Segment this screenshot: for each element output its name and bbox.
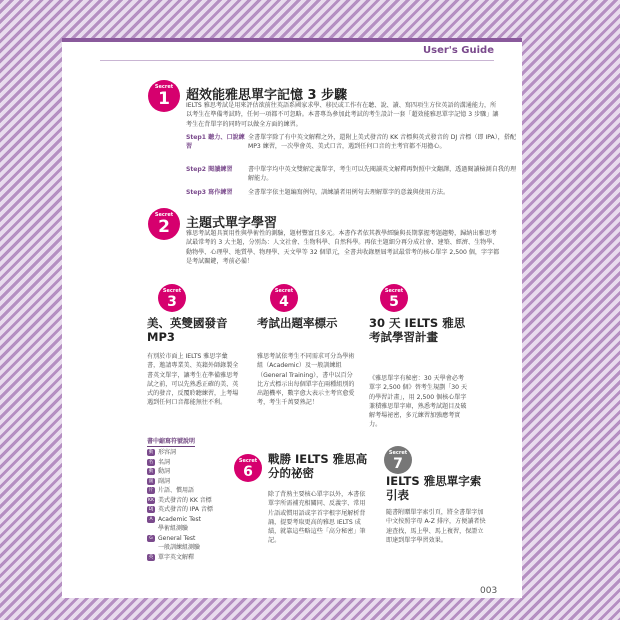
section-2-title: 主題式單字學習 [186,216,278,231]
legend-item: G General Test 一般訓練組測驗 [147,534,237,553]
legend-item: 名 名詞 [148,458,171,466]
secret-badge-7: Secret 7 [384,446,412,474]
top-accent-bar [62,38,522,42]
step-2: Step2 閱讀練習 書中單字均中英文雙解定義單字，考生可以先閱讀英文解釋再對照中文翻譯，透過閱讀檢測自我的理解能力。 [186,166,517,183]
section-7-title: IELTS 雅思單字索引表 [386,474,482,502]
legend-item: DJ 英式發音的 IPA 音標 [148,506,213,513]
secret-badge-2: Secret 2 [148,208,180,240]
section-1-intro: IELTS 雅思考試是用來評估欲前往英語系國家求學、移民或工作有在聽、說、讀、寫四項生方位英語的溝通能力，所以考生在準備考試時，任何一項都不可忽略。本書專為參加此考試的考生設計一套「超效能雅思單字記憶 3 步驟」讓考生在背單字的同時可以做全方面的練習。 [186,102,499,128]
legend-item: A Academic Test 學術組測驗 [147,515,237,534]
secret-badge-3: Secret 3 [158,284,186,312]
legend-title: 書中縮寫符號說明 [147,438,196,445]
legend-item: 動 動詞 [148,468,171,475]
secret-badge-4: Secret 4 [270,284,298,312]
section-7-text: 隨書附贈單字索引頁，將全書單字加中文按照字母 A-Z 排序，方便讀者快速查找，馬上學、馬上複習，保證立即達到單字學習效果。 [386,509,486,544]
section-6-text: 除了背熟主要核心單字以外，本書依單字所需補充相關同、反義字、常用片語或慣用語或字首字根字尾解析背誦，提要考取更高的雅思 IELTS 成績，就靠這些略這些「高分秘密」筆記。 [268,491,366,545]
section-3-title: 美、英雙國發音 MP3 [147,316,228,344]
legend-item: 片 片語、慣用語 [148,487,195,494]
page-number: 003 [480,586,498,596]
section-1-title: 超效能雅思單字記憶 3 步驟 [186,88,348,103]
section-2-intro: 雅思考試題具實用性與學術性的測驗，題材豐富且多元。本書作者依其教學經驗與長期掌握考題趨勢，歸納出雅思考試最常考的 3 大主題，分別為：人文社會、生物科學、自然科學。再依主題細分再分成社會、建築、經濟、生物學、動物學、心理學、地質學、物理學、天文學等 32 個單元，全書共收錄歷屆考試最常考的核心單字 2,500 個，字字都是考試關鍵，考前必備！ [186,230,500,265]
step-3: Step3 寫作練習 全書單字依主題編寫例句，訓練讀者用例句去理解單字的意義與使用方法。 [186,189,450,196]
legend-item: 動 形容詞 [148,449,177,456]
secret-badge-6: Secret 6 [234,454,262,482]
section-4-title: 考試出題率標示 [257,316,338,330]
section-6-title: 戰勝 IELTS 雅思高分的祕密 [268,452,368,480]
legend-item: 副 副詞 [148,477,171,485]
secret-badge-1: Secret 1 [148,80,180,112]
legend-item: KK 美式發音的 KK 音標 [148,496,212,504]
section-4-text: 雅思考試依考生不同需求可分為學術組（Academic）及一般訓練組（General Training），書中以百分比方式標示出每個單字在兩種組別的出題機率，數字愈大表示主考官愈愛考，考生千萬要熟記！ [257,353,355,407]
secret-badge-5: Secret 5 [380,284,408,312]
section-3-text: 有別於市面上 IELTS 雅思字彙書，邀請專業美、英籍外師錄製全書英文單字，讓考生在準備雅思考試之前，可以先熟悉正確的美、英式的發音，反覆聆聽練習，上考場遇到任何口音都能無往不利。 [147,353,239,407]
section-5-text: 《雅思單字有秘密：30 天學會必考單字 2,500 個》替考生規劃「30 天的學習計畫」，用 2,500 個核心單字兼積雅思單字庫，熟悉考試題目及破解考場祕密，多元練習加強應考實力。 [369,375,468,429]
abbreviation-legend [147,448,237,562]
step-1: Step1 聽力、口說練習全書單字除了有中英文解釋之外，還附上美式發音的 KK 音標與英式發音的 DJ 音標（即 IPA），搭配 MP3 練習，一次學會英、美式口音，遇到任何口音的主考官都不用擔心。 [186,134,517,151]
header-divider [100,60,494,61]
section-5-title: 30 天 IELTS 雅思考試學習計畫 [369,316,466,344]
guide-label: User's Guide [423,45,494,56]
legend-item: 英 單字英文解釋 [148,553,195,561]
